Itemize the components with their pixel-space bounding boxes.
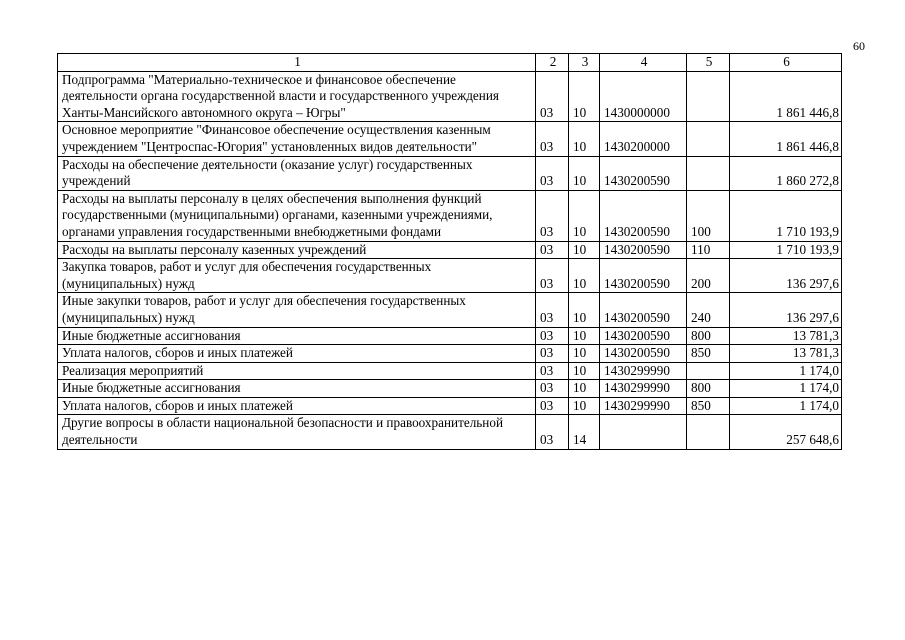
header-cell-expense-type: 5 (687, 54, 730, 72)
row-amount-cell: 1 861 446,8 (730, 71, 842, 122)
row-name-cell: Иные бюджетные ассигнования (58, 327, 536, 345)
row-target-item-cell: 1430200000 (600, 122, 687, 156)
table-row (58, 397, 842, 415)
row-section-cell: 03 (536, 415, 569, 449)
row-amount-cell: 136 297,6 (730, 293, 842, 327)
row-section-cell: 03 (536, 327, 569, 345)
row-expense-type-cell: 800 (687, 327, 730, 345)
table-row (58, 415, 842, 449)
table-row (58, 327, 842, 345)
table-row (58, 293, 842, 327)
row-subsection-cell: 10 (569, 362, 600, 380)
row-name-cell: Закупка товаров, работ и услуг для обеспечения государственных (муниципальных) нужд (58, 259, 536, 293)
table-row (58, 345, 842, 363)
row-amount-cell: 1 860 272,8 (730, 156, 842, 190)
row-section-cell: 03 (536, 259, 569, 293)
row-section-cell: 03 (536, 71, 569, 122)
row-subsection-cell: 10 (569, 397, 600, 415)
row-name-cell: Расходы на выплаты персоналу казенных учреждений (58, 241, 536, 259)
row-amount-cell: 1 174,0 (730, 380, 842, 398)
row-amount-cell: 136 297,6 (730, 259, 842, 293)
row-expense-type-cell: 240 (687, 293, 730, 327)
header-cell-amount: 6 (730, 54, 842, 72)
budget-table (57, 53, 842, 450)
row-section-cell: 03 (536, 345, 569, 363)
header-cell-section: 2 (536, 54, 569, 72)
row-subsection-cell: 10 (569, 241, 600, 259)
table-row (58, 156, 842, 190)
page-number: 60 (853, 39, 865, 53)
row-target-item-cell: 1430200590 (600, 156, 687, 190)
row-target-item-cell: 1430200590 (600, 345, 687, 363)
row-amount-cell: 1 174,0 (730, 397, 842, 415)
row-expense-type-cell: 800 (687, 380, 730, 398)
row-subsection-cell: 10 (569, 293, 600, 327)
row-target-item-cell: 1430200590 (600, 190, 687, 241)
table-row (58, 380, 842, 398)
header-cell-name: 1 (58, 54, 536, 72)
row-section-cell: 03 (536, 156, 569, 190)
row-name-cell: Основное мероприятие "Финансовое обеспечение осуществления казенным учреждением "Центроспас-Югория" установленных видов деятельности" (58, 122, 536, 156)
row-subsection-cell: 10 (569, 71, 600, 122)
table-row (58, 241, 842, 259)
row-name-cell: Подпрограмма "Материально-техническое и финансовое обеспечение деятельности органа государственной власти и государственного учреждения Ханты-Мансийского автономного округа – Югры" (58, 71, 536, 122)
row-expense-type-cell: 850 (687, 345, 730, 363)
header-row (58, 54, 842, 72)
row-subsection-cell: 10 (569, 345, 600, 363)
row-target-item-cell: 1430299990 (600, 362, 687, 380)
row-subsection-cell: 10 (569, 122, 600, 156)
row-name-cell: Другие вопросы в области национальной безопасности и правоохранительной деятельности (58, 415, 536, 449)
row-amount-cell: 1 861 446,8 (730, 122, 842, 156)
row-name-cell: Иные закупки товаров, работ и услуг для обеспечения государственных (муниципальных) нужд (58, 293, 536, 327)
row-subsection-cell: 10 (569, 380, 600, 398)
row-target-item-cell: 1430299990 (600, 397, 687, 415)
row-expense-type-cell (687, 362, 730, 380)
row-expense-type-cell: 850 (687, 397, 730, 415)
row-section-cell: 03 (536, 122, 569, 156)
row-amount-cell: 1 710 193,9 (730, 241, 842, 259)
row-amount-cell: 13 781,3 (730, 345, 842, 363)
row-expense-type-cell (687, 71, 730, 122)
row-target-item-cell (600, 415, 687, 449)
row-amount-cell: 1 710 193,9 (730, 190, 842, 241)
table-row (58, 122, 842, 156)
row-section-cell: 03 (536, 397, 569, 415)
row-name-cell: Расходы на обеспечение деятельности (оказание услуг) государственных учреждений (58, 156, 536, 190)
row-amount-cell: 1 174,0 (730, 362, 842, 380)
row-section-cell: 03 (536, 293, 569, 327)
row-subsection-cell: 14 (569, 415, 600, 449)
row-subsection-cell: 10 (569, 327, 600, 345)
table-row (58, 190, 842, 241)
table-row (58, 71, 842, 122)
row-subsection-cell: 10 (569, 190, 600, 241)
row-target-item-cell: 1430000000 (600, 71, 687, 122)
row-name-cell: Уплата налогов, сборов и иных платежей (58, 345, 536, 363)
row-section-cell: 03 (536, 362, 569, 380)
header-cell-target-item: 4 (600, 54, 687, 72)
row-name-cell: Расходы на выплаты персоналу в целях обеспечения выполнения функций государственными (муниципальными) органами, казенными учреждениями, органами управления государственными внебюджетными фондами (58, 190, 536, 241)
table-row (58, 259, 842, 293)
row-subsection-cell: 10 (569, 156, 600, 190)
row-amount-cell: 257 648,6 (730, 415, 842, 449)
row-target-item-cell: 1430200590 (600, 259, 687, 293)
table-row (58, 362, 842, 380)
row-section-cell: 03 (536, 190, 569, 241)
table-body (58, 71, 842, 449)
row-name-cell: Уплата налогов, сборов и иных платежей (58, 397, 536, 415)
header-cell-subsection: 3 (569, 54, 600, 72)
row-section-cell: 03 (536, 380, 569, 398)
row-expense-type-cell (687, 122, 730, 156)
row-target-item-cell: 1430200590 (600, 241, 687, 259)
row-amount-cell: 13 781,3 (730, 327, 842, 345)
row-target-item-cell: 1430200590 (600, 327, 687, 345)
row-target-item-cell: 1430299990 (600, 380, 687, 398)
row-expense-type-cell: 200 (687, 259, 730, 293)
row-subsection-cell: 10 (569, 259, 600, 293)
row-expense-type-cell: 110 (687, 241, 730, 259)
row-expense-type-cell (687, 415, 730, 449)
row-name-cell: Реализация мероприятий (58, 362, 536, 380)
row-expense-type-cell (687, 156, 730, 190)
row-section-cell: 03 (536, 241, 569, 259)
row-name-cell: Иные бюджетные ассигнования (58, 380, 536, 398)
row-target-item-cell: 1430200590 (600, 293, 687, 327)
row-expense-type-cell: 100 (687, 190, 730, 241)
